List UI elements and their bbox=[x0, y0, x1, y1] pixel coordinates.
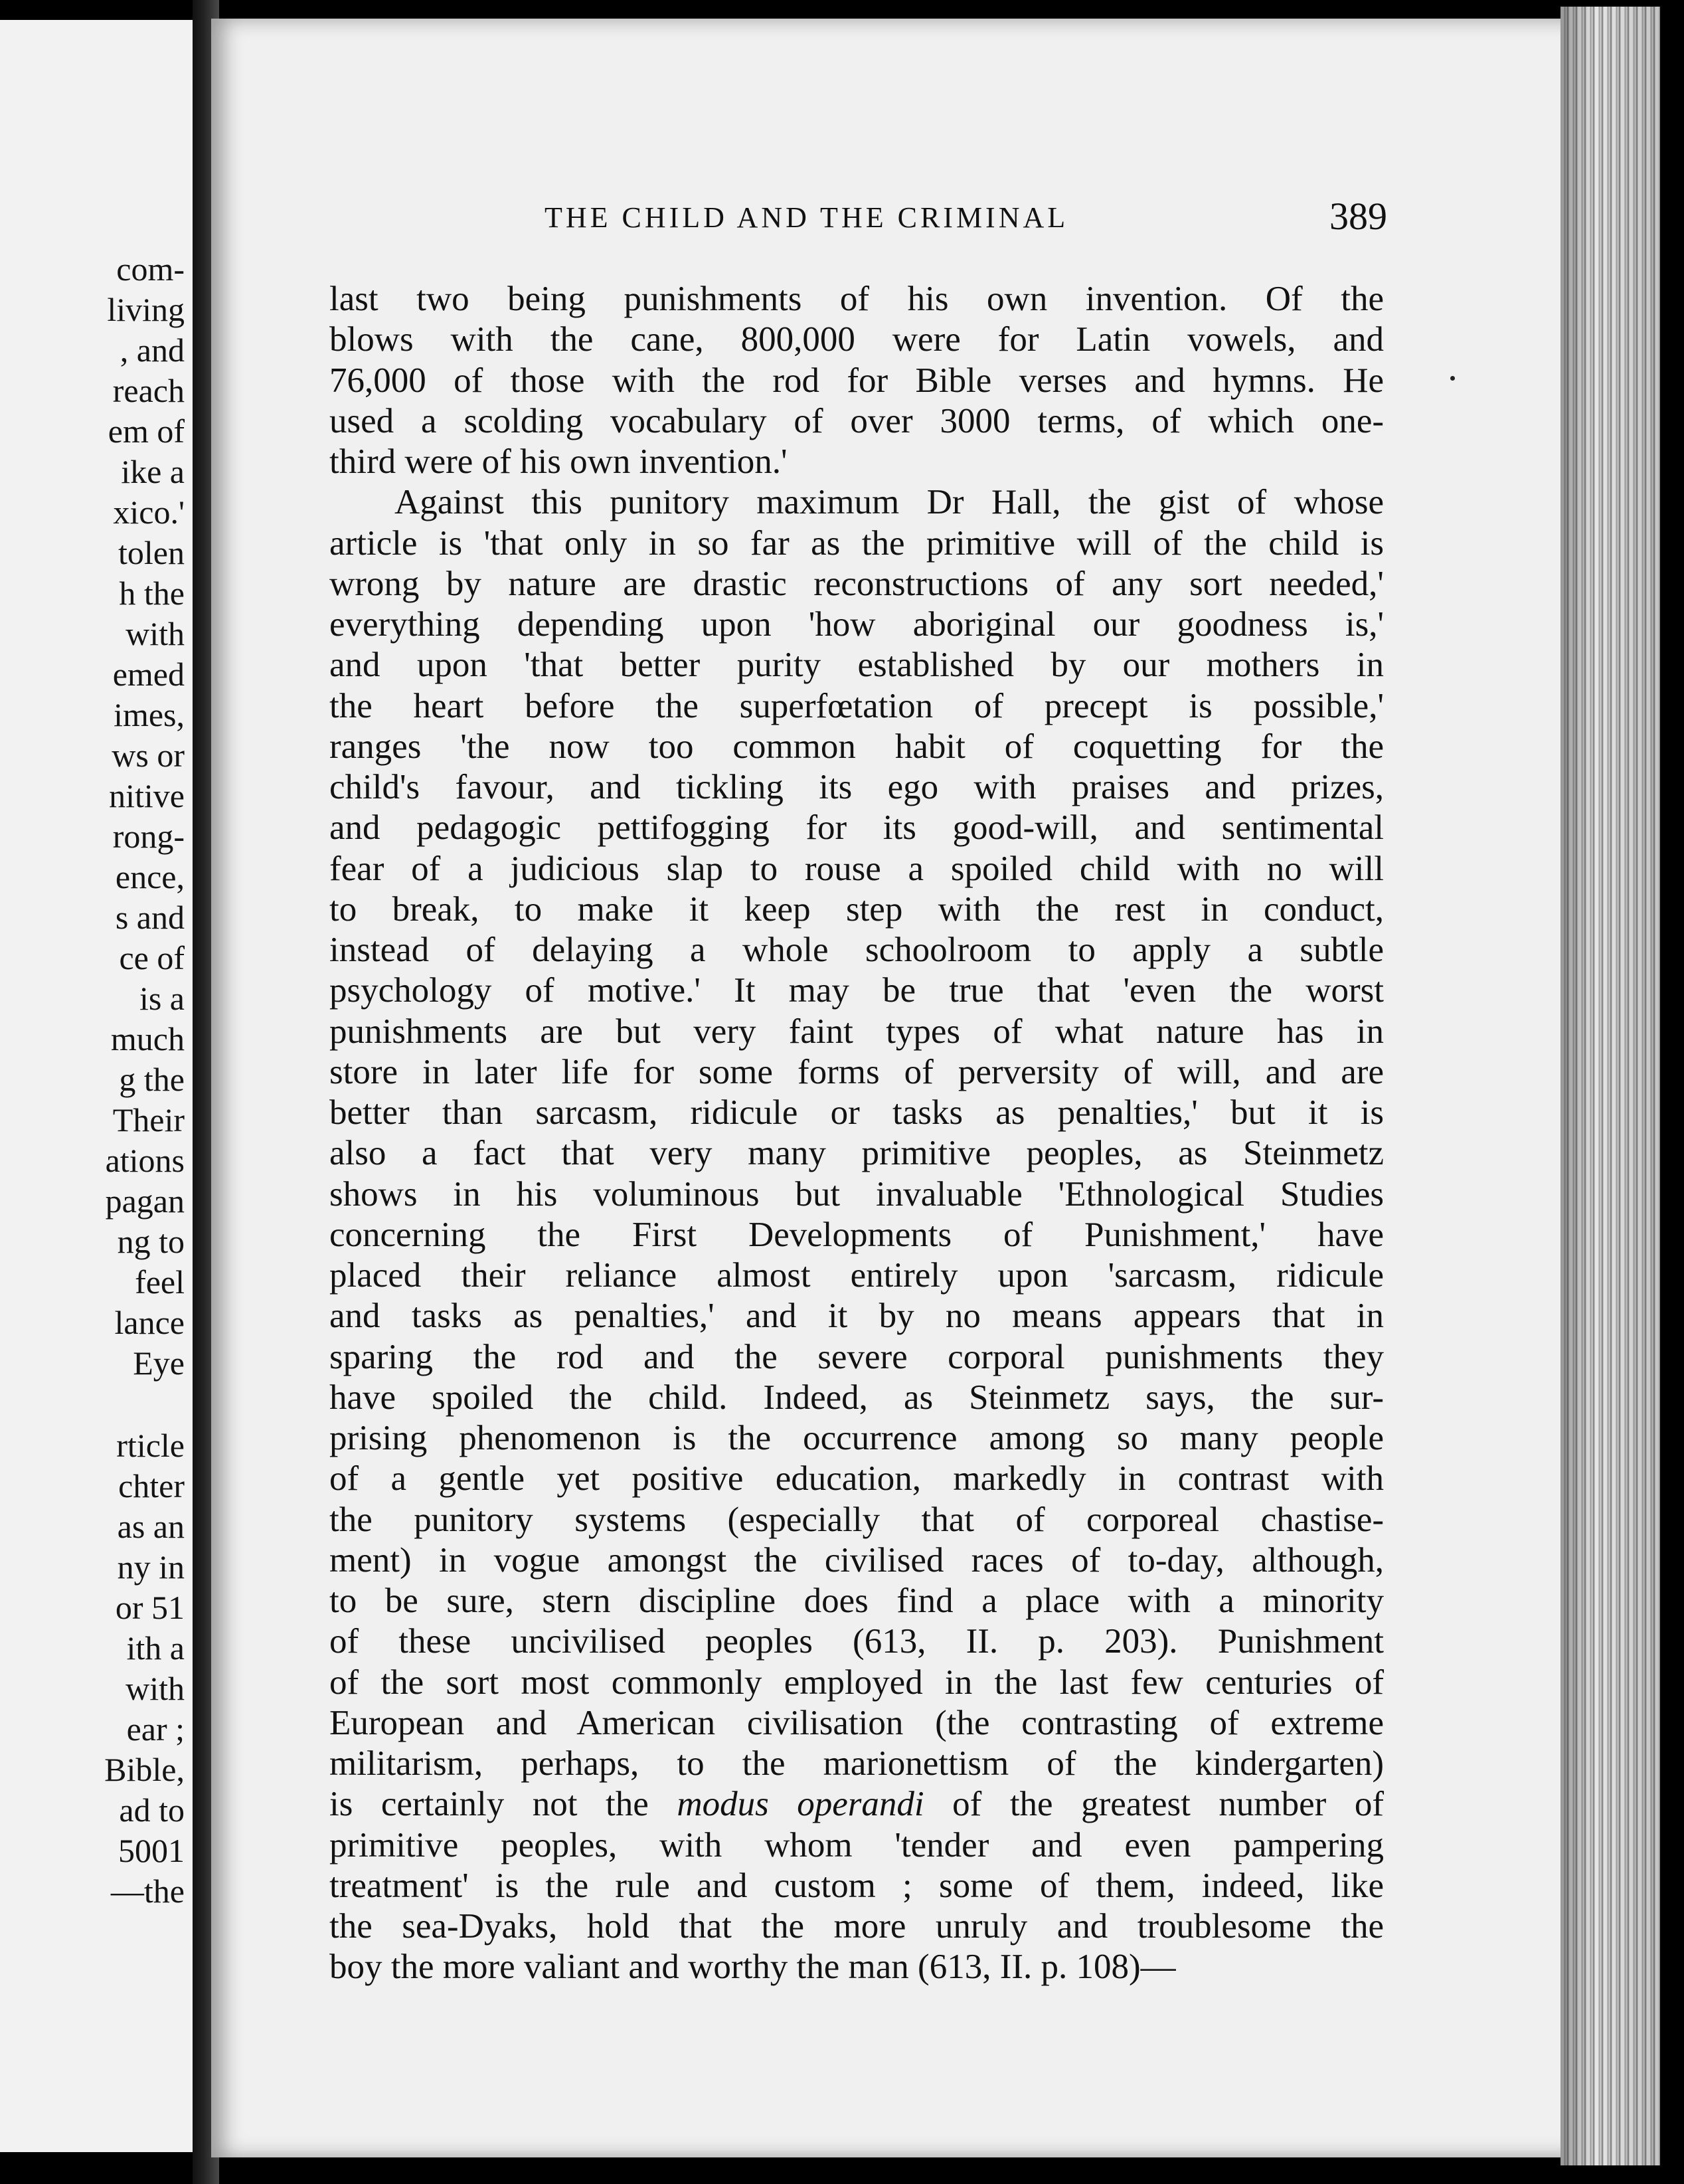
text-line: shows in his voluminous but invaluable 'Ethnological Studies bbox=[329, 1174, 1384, 1214]
left-fragment-line: as an bbox=[117, 1508, 185, 1545]
text-line: the punitory systems (especially that of corporeal chastise- bbox=[329, 1500, 1384, 1539]
text-line: militarism, perhaps, to the marionettism of the kindergarten) bbox=[329, 1744, 1384, 1783]
text-line: store in later life for some forms of perversity of will, and are bbox=[329, 1052, 1384, 1091]
text-line: the sea-Dyaks, hold that the more unruly and troublesome the bbox=[329, 1907, 1384, 1946]
text-line: instead of delaying a whole schoolroom to apply a subtle bbox=[329, 931, 1384, 969]
text-line: primitive peoples, with whom 'tender and even pampering bbox=[329, 1825, 1384, 1865]
text-line: punishments are but very faint types of what nature has in bbox=[329, 1012, 1384, 1051]
text-line: to be sure, stern discipline does find a place with a minority bbox=[329, 1582, 1384, 1620]
text-line: of a gentle yet positive education, markedly in contrast with bbox=[329, 1459, 1384, 1499]
text-line: to break, to make it keep step with the rest in conduct, bbox=[329, 889, 1384, 929]
ink-speck bbox=[1450, 376, 1455, 381]
text-line: Against this punitory maximum Dr Hall, the gist of whose bbox=[394, 483, 1384, 522]
left-fragment-line: pagan bbox=[105, 1182, 185, 1220]
text-line: ment) in vogue amongst the civilised races of to-day, although, bbox=[329, 1540, 1384, 1580]
text-line: 76,000 of those with the rod for Bible verses and hymns. He bbox=[329, 361, 1384, 400]
left-fragment-line: with bbox=[126, 615, 185, 652]
text-line: placed their reliance almost entirely upon 'sarcasm, ridicule bbox=[329, 1256, 1384, 1295]
text-line: sparing the rod and the severe corporal punishments they bbox=[329, 1337, 1384, 1376]
body-text bbox=[329, 279, 1384, 1988]
left-fragment-line: rong- bbox=[112, 818, 185, 855]
left-fragment-line: ear ; bbox=[126, 1710, 185, 1748]
text-line: and tasks as penalties,' and it by no means appears that in bbox=[329, 1297, 1384, 1336]
left-fragment-line: 5001 bbox=[118, 1832, 185, 1869]
text-segment: is certainly not the bbox=[329, 1785, 649, 1824]
text-line: of these uncivilised peoples (613, II. p. 203). Punishment bbox=[329, 1622, 1384, 1661]
text-line: third were of his own invention.' bbox=[329, 442, 788, 481]
left-fragment-line: h the bbox=[119, 575, 185, 612]
left-fragment-line: rticle bbox=[116, 1427, 185, 1464]
italic-phrase: modus operandi bbox=[677, 1785, 924, 1824]
text-line: concerning the First Developments of Punishment,' have bbox=[329, 1215, 1384, 1254]
scan-border bbox=[1660, 0, 1684, 2184]
left-fragment-line: ith a bbox=[126, 1629, 185, 1667]
left-fragment-line: chter bbox=[118, 1467, 185, 1504]
left-fragment-line: ike a bbox=[121, 453, 185, 490]
running-head: THE CHILD AND THE CRIMINAL bbox=[545, 201, 1069, 234]
left-fragment-line: emed bbox=[112, 656, 185, 693]
left-fragment-line: or 51 bbox=[115, 1589, 185, 1626]
left-fragment-line: g the bbox=[119, 1061, 185, 1098]
left-fragment-line: feel bbox=[135, 1263, 185, 1301]
left-fragment-line: with bbox=[126, 1670, 185, 1707]
text-line: prising phenomenon is the occurrence among so many people bbox=[329, 1419, 1384, 1457]
left-fragment-line: ence, bbox=[115, 858, 185, 895]
left-fragment-line: tolen bbox=[118, 534, 185, 571]
page-number: 389 bbox=[1329, 195, 1387, 238]
left-fragment-line: , and bbox=[120, 331, 185, 369]
left-fragment-line: ws or bbox=[112, 737, 185, 774]
left-fragment-line: com- bbox=[116, 250, 185, 288]
left-fragment-line: much bbox=[110, 1020, 185, 1057]
left-fragment-line: Bible, bbox=[104, 1751, 185, 1788]
left-fragment-line: Eye bbox=[133, 1344, 185, 1382]
left-fragment-line: Their bbox=[112, 1101, 185, 1138]
left-fragment-line: xico.' bbox=[113, 494, 185, 531]
text-line: treatment' is the rule and custom ; some of them, indeed, like bbox=[329, 1866, 1384, 1905]
text-line: wrong by nature are drastic reconstructions of any sort needed,' bbox=[329, 564, 1384, 603]
text-line: the heart before the superfœtation of precept is possible,' bbox=[329, 686, 1384, 725]
text-line: fear of a judicious slap to rouse a spoiled child with no will bbox=[329, 849, 1384, 888]
left-fragment-line: ng to bbox=[117, 1223, 185, 1260]
left-fragment-line: imes, bbox=[114, 696, 185, 733]
text-line: have spoiled the child. Indeed, as Steinmetz says, the sur- bbox=[329, 1378, 1384, 1417]
left-fragment-line: nitive bbox=[109, 777, 185, 814]
left-fragment-line: lance bbox=[114, 1304, 185, 1341]
text-line: and upon 'that better purity established by our mothers in bbox=[329, 646, 1384, 685]
text-line: child's favour, and tickling its ego with praises and prizes, bbox=[329, 768, 1384, 806]
left-fragment-line: em of bbox=[108, 412, 185, 450]
text-segment: of the greatest number of bbox=[924, 1785, 1385, 1824]
left-fragment-line: reach bbox=[112, 372, 185, 409]
left-fragment-line: —the bbox=[110, 1872, 185, 1910]
text-line: of the sort most commonly employed in the last few centuries of bbox=[329, 1663, 1384, 1702]
left-fragment-line: ce of bbox=[119, 939, 185, 976]
text-line: and pedagogic pettifogging for its good-will, and sentimental bbox=[329, 808, 1384, 848]
left-fragment-line: s and bbox=[115, 899, 185, 936]
text-line: everything depending upon 'how aboriginal our goodness is,' bbox=[329, 605, 1384, 644]
left-page-fragment bbox=[0, 20, 193, 2152]
text-line: better than sarcasm, ridicule or tasks as penalties,' but it is bbox=[329, 1093, 1384, 1132]
text-line: article is 'that only in so far as the primitive will of the child is bbox=[329, 523, 1384, 563]
left-fragment-line: is a bbox=[139, 980, 185, 1017]
text-line: used a scolding vocabulary of over 3000 terms, of which one- bbox=[329, 401, 1384, 440]
text-line: psychology of motive.' It may be true that 'even the worst bbox=[329, 971, 1384, 1010]
left-fragment-line: living bbox=[107, 291, 185, 328]
left-fragment-line: ny in bbox=[117, 1548, 185, 1586]
text-line-with-italic bbox=[329, 1784, 1384, 1825]
text-line: last two being punishments of his own invention. Of the bbox=[329, 280, 1384, 318]
left-fragment-line: ations bbox=[105, 1142, 185, 1179]
text-line: also a fact that very many primitive peoples, as Steinmetz bbox=[329, 1134, 1384, 1173]
page-edges-shadow bbox=[1560, 7, 1660, 2165]
left-fragment-line: ad to bbox=[119, 1791, 185, 1829]
text-line: ranges 'the now too common habit of coquetting for the bbox=[329, 727, 1384, 766]
text-line: blows with the cane, 800,000 were for Latin vowels, and bbox=[329, 320, 1384, 359]
text-line: boy the more valiant and worthy the man (613, II. p. 108)— bbox=[329, 1948, 1176, 1987]
text-line: European and American civilisation (the contrasting of extreme bbox=[329, 1703, 1384, 1742]
